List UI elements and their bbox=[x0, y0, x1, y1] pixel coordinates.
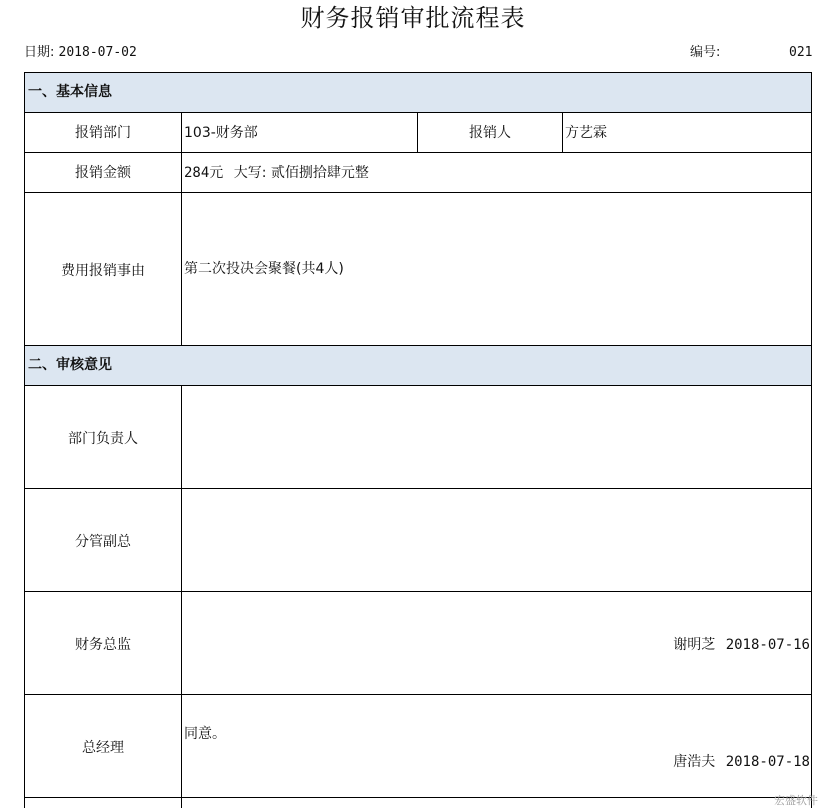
date-value: 2018-07-02 bbox=[58, 45, 137, 60]
dept-label: 报销部门 bbox=[75, 125, 131, 141]
number-label: 编号: bbox=[690, 45, 721, 60]
page-title: 财务报销审批流程表 bbox=[300, 4, 526, 32]
section-review-heading: 二、审核意见 bbox=[24, 345, 811, 385]
watermark: 宏盛软件 bbox=[774, 794, 818, 807]
amount-label: 报销金额 bbox=[75, 165, 131, 181]
cfo-signer: 谢明芝 bbox=[673, 637, 716, 653]
cfo-label: 财务总监 bbox=[75, 637, 131, 653]
amount-upper-value: 贰佰捌拾肆元整 bbox=[270, 165, 369, 181]
dept-head-label: 部门负责人 bbox=[68, 431, 138, 447]
date-field bbox=[24, 44, 137, 62]
person-label: 报销人 bbox=[469, 125, 511, 141]
cfo-date: 2018-07-16 bbox=[725, 637, 810, 653]
gm-label: 总经理 bbox=[82, 740, 124, 756]
deputy-label: 分管副总 bbox=[75, 534, 131, 550]
reason-value: 第二次投决会聚餐(共4人) bbox=[184, 261, 344, 277]
date-label: 日期: bbox=[24, 45, 55, 60]
gm-signature bbox=[673, 751, 810, 771]
gm-comment: 同意。 bbox=[184, 726, 226, 742]
dept-value: 103-财务部 bbox=[184, 125, 258, 141]
reason-label: 费用报销事由 bbox=[61, 263, 145, 279]
section-basic-info-heading: 一、基本信息 bbox=[24, 72, 811, 112]
number-value: 021 bbox=[789, 45, 813, 60]
cfo-signature bbox=[673, 634, 810, 654]
amount-value: 284元 bbox=[184, 165, 224, 181]
gm-signer: 唐浩夫 bbox=[673, 754, 716, 770]
person-value: 方艺霖 bbox=[565, 125, 607, 141]
amount-upper-label: 大写: bbox=[233, 165, 267, 181]
gm-date: 2018-07-18 bbox=[725, 754, 810, 770]
amount-value-group bbox=[182, 162, 369, 182]
